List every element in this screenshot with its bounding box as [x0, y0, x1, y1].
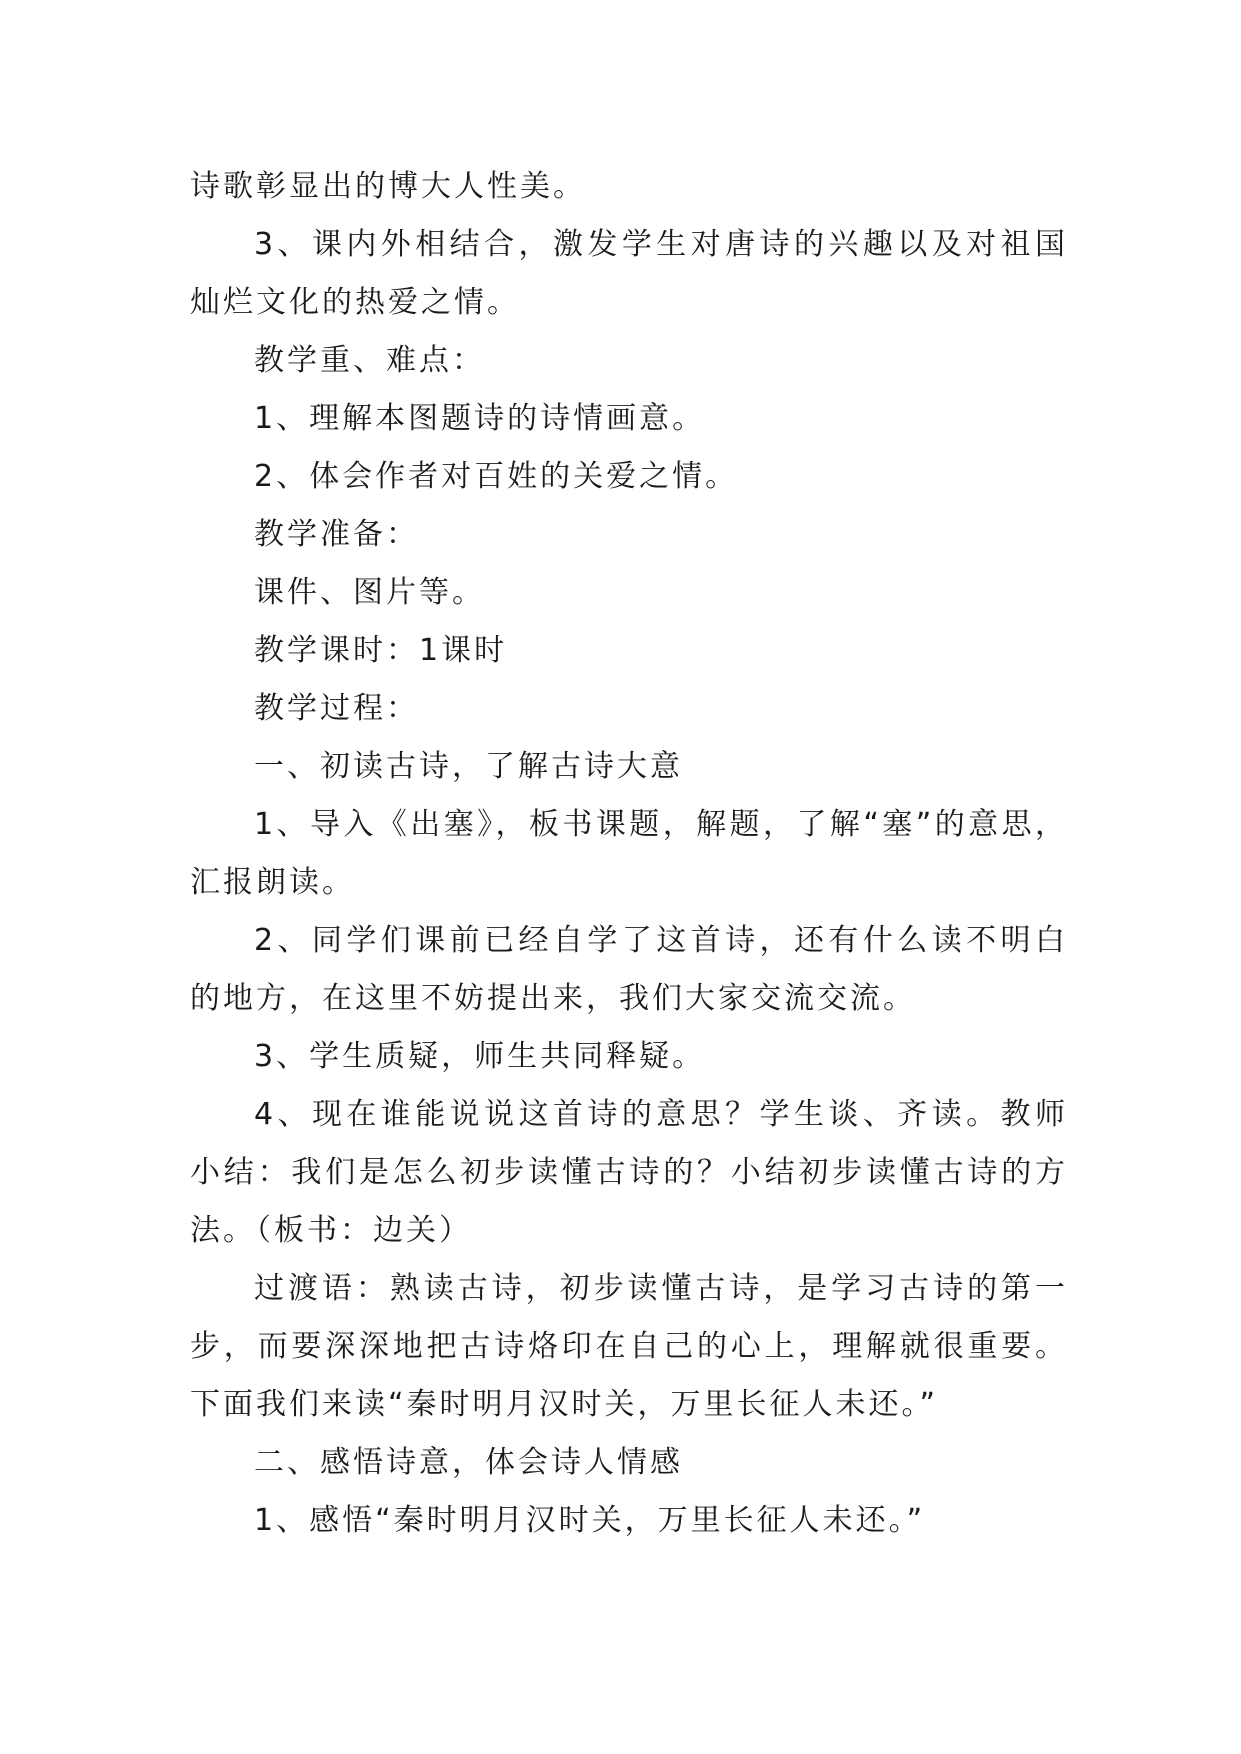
- heading-key-points: 教学重、难点：: [254, 343, 485, 378]
- paragraph-step-3: 3、学生质疑，师生共同释疑。: [254, 1039, 706, 1074]
- paragraph-section-2-step-1: 1、感悟“秦时明月汉时关，万里长征人未还。”: [254, 1503, 926, 1538]
- paragraph-step-2: 2、同学们课前已经自学了这首诗，还有什么读不明白的地方，在这里不妨提出来，我们大家交流交流。: [190, 923, 1068, 1016]
- heading-process: 教学过程：: [254, 691, 419, 726]
- heading-preparation: 教学准备：: [254, 517, 419, 552]
- paragraph-preparation: 课件、图片等。: [254, 575, 485, 610]
- paragraph-key-point-1: 1、理解本图题诗的诗情画意。: [254, 401, 706, 436]
- paragraph-objective-3: 3、课内外相结合，激发学生对唐诗的兴趣以及对祖国灿烂文化的热爱之情。: [190, 227, 1068, 320]
- heading-section-1: 一、初读古诗，了解古诗大意: [254, 749, 683, 784]
- paragraph-class-hours: 教学课时：1课时: [254, 633, 508, 668]
- paragraph-continuation: 诗歌彰显出的博大人性美。: [190, 169, 586, 204]
- heading-section-2: 二、感悟诗意，体会诗人情感: [254, 1445, 683, 1480]
- document-body: [190, 158, 1068, 1550]
- paragraph-step-4: 4、现在谁能说说这首诗的意思？学生谈、齐读。教师小结：我们是怎么初步读懂古诗的？小结初步读懂古诗的方法。（板书：边关）: [190, 1097, 1068, 1248]
- paragraph-transition: 过渡语：熟读古诗，初步读懂古诗，是学习古诗的第一步，而要深深地把古诗烙印在自己的心上，理解就很重要。下面我们来读“秦时明月汉时关，万里长征人未还。”: [190, 1271, 1068, 1422]
- paragraph-step-1: 1、导入《出塞》，板书课题，解题，了解“塞”的意思，汇报朗读。: [190, 807, 1068, 900]
- paragraph-key-point-2: 2、体会作者对百姓的关爱之情。: [254, 459, 739, 494]
